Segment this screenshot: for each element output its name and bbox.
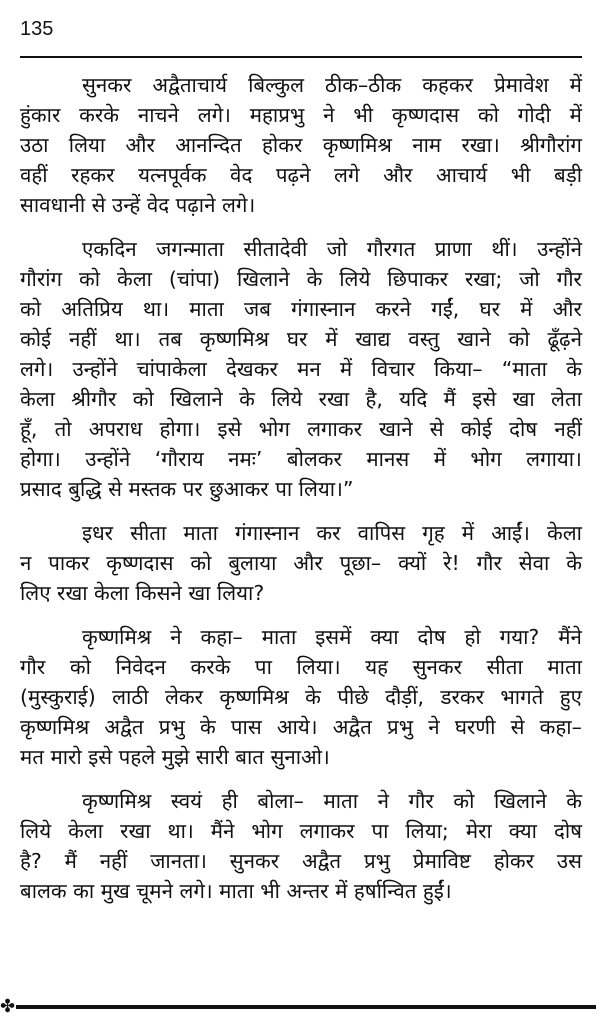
text-line: हूँ, तो अपराध होगा। इसे भोग लगाकर खाने से कोई दोष नहीं [20,417,582,441]
text-line: हुंकार करके नाचने लगे। महाप्रभु ने भी कृष्णदास को गोदी में [20,103,582,127]
text-line: (मुस्कुराई) लाठी लेकर कृष्णमिश्र के पीछे दौड़ीं, डरकर भागते हुए [20,685,582,709]
paragraph [20,70,582,220]
text-line: गौर को निवेदन करके पा लिया। यह सुनकर सीता माता [20,655,582,679]
text-line: लिए रखा केला किसने खा लिया? [20,581,265,605]
header-rule [20,56,582,58]
paragraph [20,786,582,906]
text-line: केला श्रीगौर को खिलाने के लिये रखा है, यदि मैं इसे खा लेता [20,387,582,411]
paragraph [20,518,582,608]
text-line: को अतिप्रिय था। माता जब गंगास्नान करने गईं, घर में और [20,297,582,321]
text-line: होगा। उन्होंने ‘गौराय नमः’ बोलकर मानस में भोग लगाया। [20,447,582,471]
text-line: गौरांग को केला (चांपा) खिलाने के लिये छिपाकर रखा; जो गौर [20,267,582,291]
text-line: मत मारो इसे पहले मुझे सारी बात सुनाओ। [20,745,330,769]
page-body [20,70,582,920]
text-line: वहीं रहकर यत्नपूर्वक वेद पढ़ने लगे और आचार्य भी बड़ी [20,163,582,187]
text-line: प्रसाद बुद्धि से मस्तक पर छुआकर पा लिया।” [20,477,354,501]
text-line: लिये केला रखा था। मैंने भोग लगाकर पा लिया; मेरा क्या दोष [20,819,582,843]
text-line: सावधानी से उन्हें वेद पढ़ाने लगे। [20,193,256,217]
text-line: कृष्णमिश्र अद्वैत प्रभु के पास आये। अद्वैत प्रभु ने घरणी से कहा– [20,715,582,739]
page-number: 135 [20,18,54,40]
text-line: न पाकर कृष्णदास को बुलाया और पूछा– क्यों रे! गौर सेवा के [20,551,582,575]
text-line: एकदिन जगन्माता सीतादेवी जो गौरगत प्राणा थीं। उन्होंने [82,237,582,261]
text-line: लगे। उन्होंने चांपाकेला देखकर मन में विचार किया– “माता के [20,357,582,381]
text-line: सुनकर अद्वैताचार्य बिल्कुल ठीक–ठीक कहकर प्रेमावेश में [82,73,582,97]
text-line: है? मैं नहीं जानता। सुनकर अद्वैत प्रभु प्रेमाविष्ट होकर उस [20,849,582,873]
flourish-icon: ✤ [0,996,16,1017]
paragraph [20,234,582,504]
text-line: इधर सीता माता गंगास्नान कर वापिस गृह में आईं। केला [82,521,582,545]
footer-rule [16,1005,596,1009]
text-line: बालक का मुख चूमने लगे। माता भी अन्तर में हर्षान्वित हुईं। [20,879,452,903]
paragraph [20,622,582,772]
text-line: कोई नहीं था। तब कृष्णमिश्र घर में खाद्य वस्तु खाने को ढूँढ़ने [20,327,582,351]
text-line: उठा लिया और आनन्दित होकर कृष्णमिश्र नाम रखा। श्रीगौरांग [20,133,582,157]
text-line: कृष्णमिश्र स्वयं ही बोला– माता ने गौर को खिलाने के [82,789,582,813]
text-line: कृष्णमिश्र ने कहा– माता इसमें क्या दोष हो गया? मैंने [82,625,582,649]
